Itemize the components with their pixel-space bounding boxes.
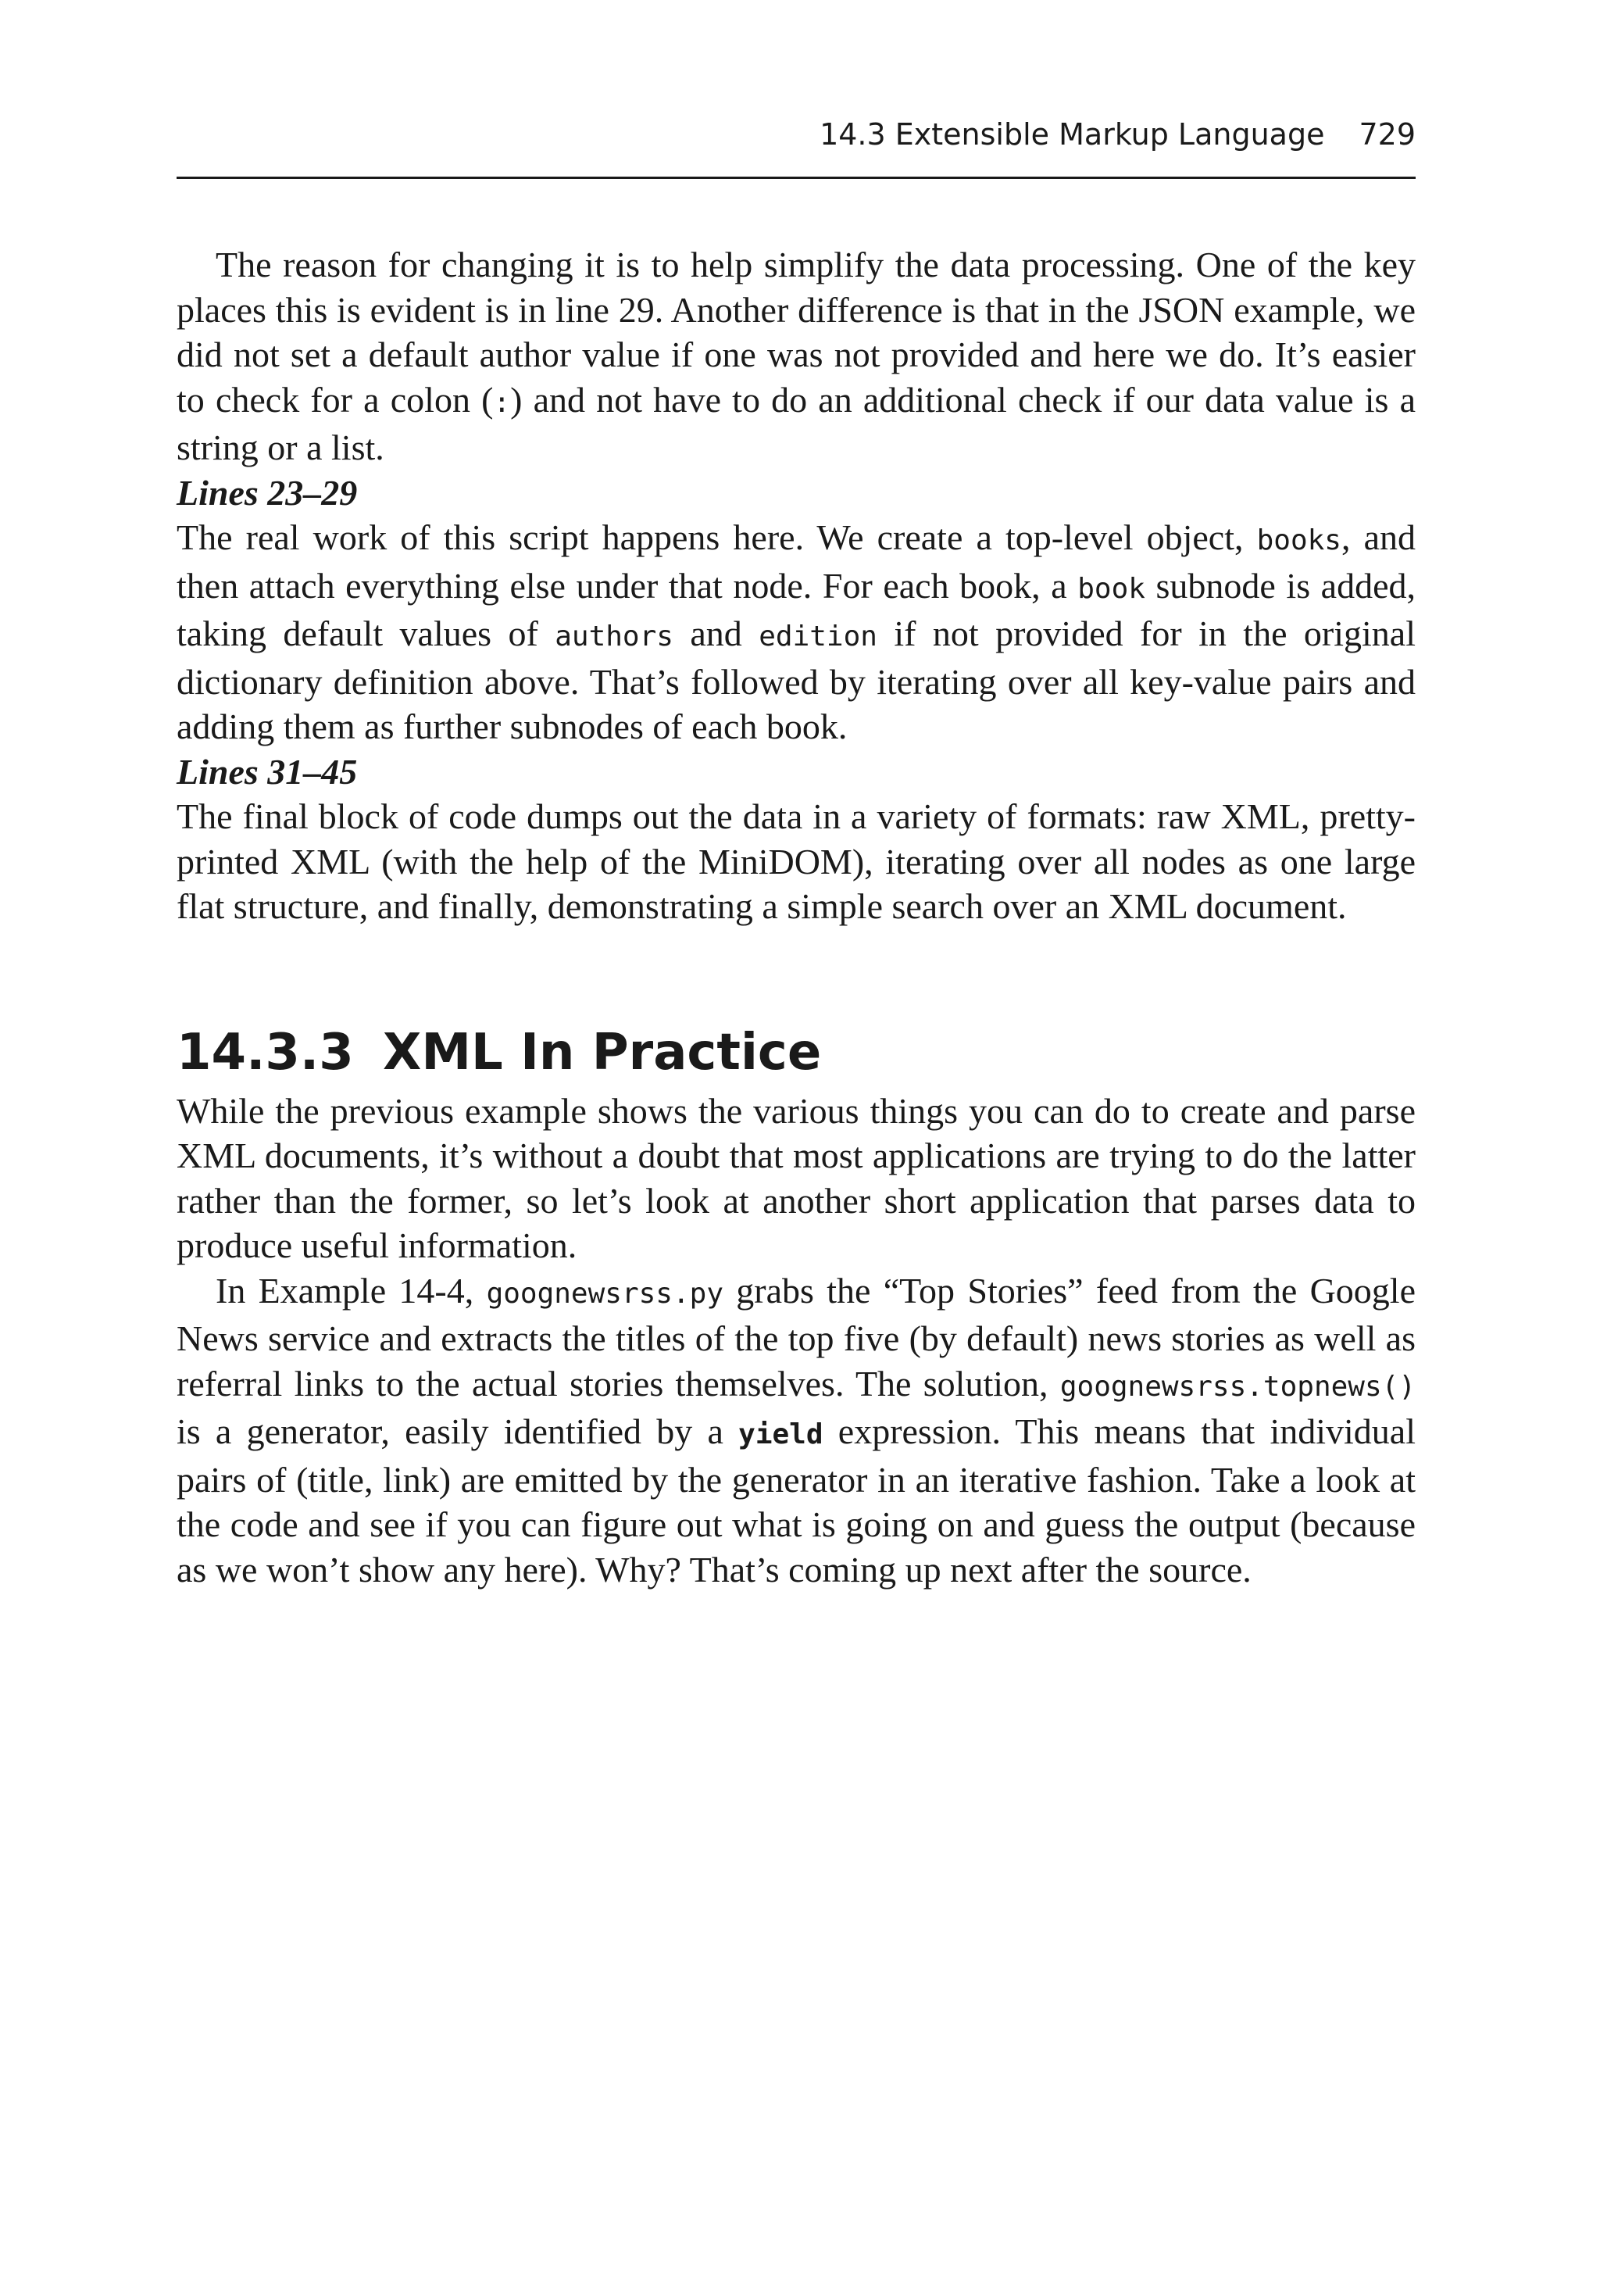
inline-code-filename: goognewsrss.py [486,1277,723,1310]
paragraph-text: The reason for changing it is to help simplify the data processing. One of the key places this is evident is in line 29. Another difference is that in the JSON example, we did not set a default author value if one was not provided and here we do. It’s easier to check for a colon ( [177,245,1416,420]
lines-31-45-paragraph: The final block of code dumps out the data in a variety of formats: raw XML, pretty-printed XML (with the help of the MiniDOM), iterating over all nodes as one large flat structure, and finally, demonstrating a simple search over an XML document. [177,796,1416,926]
paragraph-text: expression. This means that individual pairs of (title, link) are emitted by the generator in an iterative fashion. Take a look at the code and see if you can figure out what is going on and guess the output (because as we won’t show any here). Why? That’s coming up next after the source. [177,1411,1416,1590]
running-head [820,117,1416,152]
running-head-section: 14.3 Extensible Markup Language [820,117,1325,152]
paragraph-text: The real work of this script happens here. We create a top-level object, [177,517,1257,557]
inline-code-colon: : [493,386,511,419]
paragraph-text: is a generator, easily identified by a [177,1411,739,1451]
paragraph-text: ) and not have to do an additional check if our data value is a string or a list. [177,379,1416,467]
paragraph-text: In Example 14-4, [216,1270,487,1311]
page-number: 729 [1359,117,1416,152]
page-body [177,242,1416,1592]
goognewsrss-paragraph [177,1268,1416,1593]
paragraph-text: and [673,613,759,653]
inline-code-books: books [1256,524,1341,556]
section-number: 14.3.3 [177,1023,354,1082]
xml-in-practice-paragraph: While the previous example shows the various things you can do to create and parse XML documents, it’s without a doubt that most applications are trying to do the latter rather than the former, so let’s look at another short application that parses data to produce useful information. [177,1090,1416,1265]
section-heading [177,1021,1416,1084]
inline-code-authors: authors [555,620,673,653]
paragraph-json-comparison [177,242,1416,470]
section-title: XML In Practice [383,1023,822,1082]
paragraph-text: subnode is added, taking default values of [177,565,1416,653]
lines-31-45-heading: Lines 31–45 [177,751,358,792]
paragraph-text: grabs the “Top Stories” feed from the Google News service and extracts the titles of the top five (by default) news stories as well as referral links to the actual stories themselves. The solution, [177,1270,1416,1404]
inline-code-yield: yield [738,1418,823,1450]
lines-23-29-heading: Lines 23–29 [177,472,358,513]
paragraph-text: , and then attach everything else under that node. For each book, a [177,517,1416,606]
inline-code-book: book [1077,572,1145,605]
header-rule [177,177,1416,179]
inline-code-function: goognewsrss.topnews() [1059,1370,1416,1403]
paragraph-text: if not provided for in the original dictionary definition above. That’s followed by iterating over all key-value pairs and adding them as further subnodes of each book. [177,613,1416,746]
lines-23-29-paragraph [177,515,1416,749]
inline-code-edition: edition [759,620,877,653]
